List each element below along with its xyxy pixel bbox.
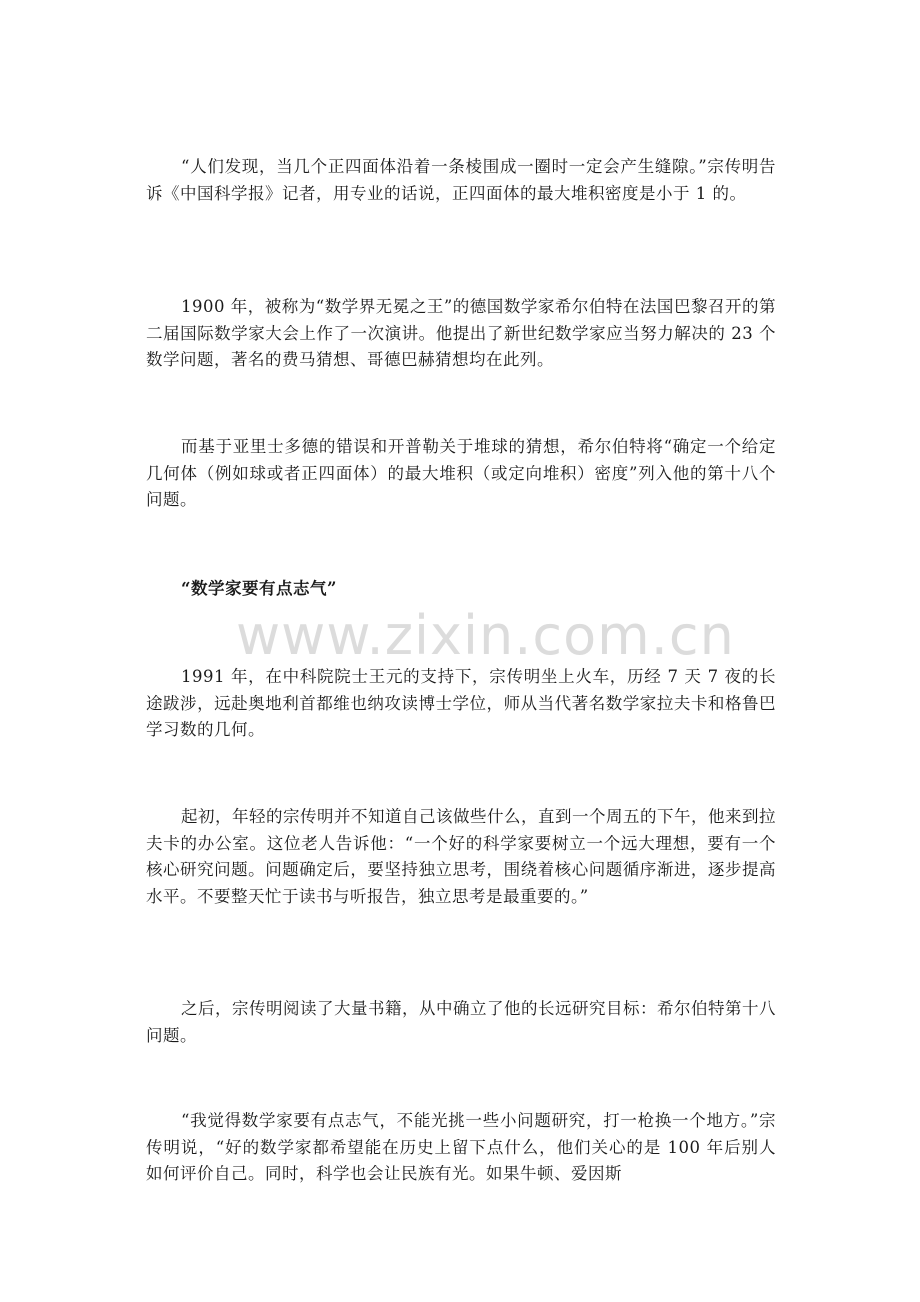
paragraph-research-goal: 之后，宗传明阅读了大量书籍，从中确立了他的长远研究目标：希尔伯特第十八问题。	[146, 999, 776, 1045]
paragraph-tetrahedron-gap: “人们发现，当几个正四面体沿着一条棱围成一圈时一定会产生缝隙。”宗传明告诉《中国科学报》记者，用专业的话说，正四面体的最大堆积密度是小于 1 的。	[146, 157, 776, 203]
watermark: www.zixin.com.cn	[236, 604, 735, 667]
paragraph-vienna-1991: 1991 年，在中科院院士王元的支持下，宗传明坐上火车，历经 7 天 7 夜的长途跋涉，远赴奥地利首都维也纳攻读博士学位，师从当代著名数学家拉夫卡和格鲁巴学习数的几何。	[146, 667, 776, 739]
paragraph-eighteenth-problem: 而基于亚里士多德的错误和开普勒关于堆球的猜想，希尔伯特将“确定一个给定几何体（例如球或者正四面体）的最大堆积（或定向堆积）密度”列入他的第十八个问题。	[146, 437, 776, 509]
paragraph-hilbert-1900: 1900 年，被称为“数学界无冕之王”的德国数学家希尔伯特在法国巴黎召开的第二届国际数学家大会上作了一次演讲。他提出了新世纪数学家应当努力解决的 23 个数学问题，著名的费马猜想、哥德巴赫猜想均在此列。	[146, 297, 776, 369]
paragraph-advisor-advice: 起初，年轻的宗传明并不知道自己该做些什么，直到一个周五的下午，他来到拉夫卡的办公室。这位老人告诉他：“一个好的科学家要树立一个远大理想，要有一个核心研究问题。问题确定后，要坚持独立思考，围绕着核心问题循序渐进，逐步提高水平。不要整天忙于读书与听报告，独立思考是最重要的。”	[146, 807, 776, 906]
paragraph-ambition-quote: “我觉得数学家要有点志气，不能光挑一些小问题研究，打一枪换一个地方。”宗传明说，“好的数学家都希望能在历史上留下点什么，他们关心的是 100 年后别人如何评价自己。同时，科学也会让民族有光。如果牛顿、爱因斯	[146, 1111, 776, 1183]
section-heading: “数学家要有点志气”	[181, 579, 337, 598]
